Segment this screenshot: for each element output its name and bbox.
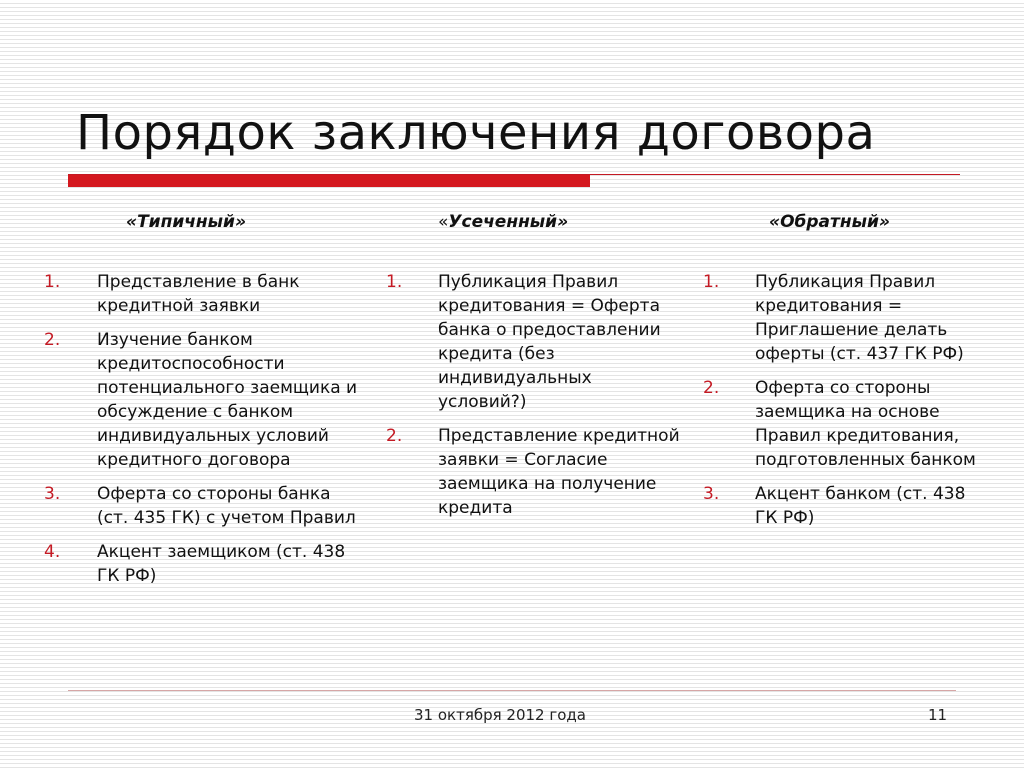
open-quote: « — [769, 212, 781, 232]
list-item-number: 3. — [44, 484, 61, 504]
footer-date: 31 октября 2012 года — [414, 706, 586, 724]
list-item-text: Акцент заемщиком (ст. 438 ГК РФ) — [97, 542, 346, 586]
list-item — [44, 540, 360, 588]
list-item-text: Публикация Правил кредитования = Приглашение делать оферты (ст. 437 ГК РФ) — [755, 272, 964, 364]
list-item-text: Представление в банк кредитной заявки — [97, 272, 300, 316]
list-item — [703, 376, 987, 472]
list-item-number: 1. — [44, 272, 61, 292]
list-item — [703, 482, 987, 530]
list-item-number: 2. — [386, 426, 403, 446]
list-item-number: 2. — [703, 378, 720, 398]
list-item-text: Оферта со стороны заемщика на основе Правил кредитования, подготовленных банком — [755, 378, 976, 470]
column-heading-text: Типичный — [137, 212, 235, 232]
column-heading-text: Усеченный — [448, 212, 558, 232]
list-item-text: Изучение банком кредитоспособности потенциального заемщика и обсуждение с банком индивидуальных условий кредитного договора — [97, 330, 358, 470]
list-item-number: 1. — [386, 272, 403, 292]
list-item-text: Публикация Правил кредитования = Оферта банка о предоставлении кредита (без индивидуальных условий?) — [438, 272, 661, 412]
list-item — [44, 270, 360, 318]
column-heading-reverse — [769, 212, 890, 232]
list-item — [386, 424, 682, 520]
list-item-number: 4. — [44, 542, 61, 562]
list-item — [386, 270, 682, 414]
list-item-number: 3. — [703, 484, 720, 504]
column-heading-typical — [126, 212, 246, 232]
list-truncated — [386, 270, 682, 530]
list-item-text: Представление кредитной заявки = Согласие заемщика на получение кредита — [438, 426, 680, 518]
list-item-number: 1. — [703, 272, 720, 292]
list-item — [44, 328, 360, 472]
list-typical — [44, 270, 360, 598]
title-underline-accent-bar — [68, 175, 590, 187]
list-reverse — [703, 270, 987, 540]
close-quote: » — [557, 212, 569, 232]
close-quote: » — [878, 212, 890, 232]
list-item-number: 2. — [44, 330, 61, 350]
list-item-text: Акцент банком (ст. 438 ГК РФ) — [755, 484, 966, 528]
open-quote: « — [126, 212, 138, 232]
list-item — [703, 270, 987, 366]
footer-divider — [68, 690, 956, 691]
slide-number: 11 — [928, 706, 948, 724]
list-item-text: Оферта со стороны банка (ст. 435 ГК) с учетом Правил — [97, 484, 356, 528]
close-quote: » — [234, 212, 246, 232]
column-heading-text: Обратный — [780, 212, 879, 232]
list-item — [44, 482, 360, 530]
open-quote: « — [438, 212, 449, 232]
slide-title: Порядок заключения договора — [76, 105, 876, 161]
column-heading-truncated — [438, 212, 568, 232]
